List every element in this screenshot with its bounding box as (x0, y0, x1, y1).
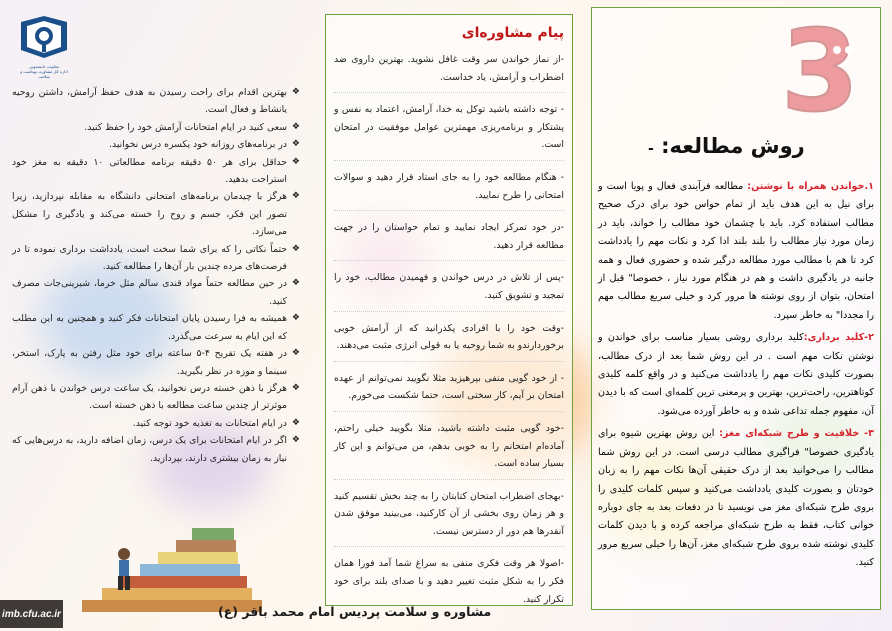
diamond-bullet-icon: ❖ (291, 435, 300, 446)
method-section-3 (598, 425, 874, 572)
logo-line-1: معاونت دانشجویی (28, 64, 60, 69)
diamond-bullet-icon: ❖ (291, 156, 300, 167)
study-method-title-text: روش مطالعه: (661, 134, 805, 158)
list-item (12, 188, 300, 240)
tip-text: هرگز با ذهن خسته درس نخوانید، یک ساعت درس خواندن با ذهن آرام موثرتر از چندین ساعت مطالعه با ذهن خسته است. (12, 382, 287, 412)
diamond-bullet-icon: ❖ (291, 139, 300, 150)
exam-tips-panel (8, 82, 304, 502)
list-item (12, 432, 300, 467)
list-item (12, 136, 300, 153)
counsel-item: -اصولا هر وقت فکری منفی به سراغ شما آمد فورا همان فکر را به شکل مثبت تغییر دهید و با صدای بلند برای خود تکرار کنید. (334, 558, 564, 605)
study-method-title-dash: - (648, 141, 654, 157)
list-item (12, 275, 300, 310)
list-item (12, 310, 300, 345)
tip-text: در حین مطالعه حتماً مواد قندی سالم مثل خرما، شیرینی‌جات مصرف کنید. (12, 278, 287, 307)
logo-line-2: اداره کل مشاوره، بهداشت و سلامت (20, 69, 68, 79)
book-stairs-illustration (72, 500, 272, 618)
counsel-item: - توجه داشته باشید توکل به خدا، آرامش، اعتماد به نفس و پشتکار و برنامه‌ریزی مهمترین عوامل موفقیت در امتحان است. (334, 101, 564, 161)
counsel-item: -وقت خود را با افرادی پکذرانید که از آرامش خوبی برخوردارندو به شما روحیه یا به قولی انرژی مثبت می‌دهند. (334, 320, 564, 362)
tip-text: هرگز با چیدمان برنامه‌های امتحانی دانشگاه به مقابله نپردازید، زیرا تصور این فکر، جسم و روح را خسته می‌کند و یادگیری را مشکل می‌سازد. (12, 191, 287, 238)
counsel-item: -در خود تمرکز ایجاد نمایید و تمام حواستان را در جهت مطالعه قرار دهید. (334, 219, 564, 261)
diamond-bullet-icon: ❖ (291, 417, 300, 428)
tip-text: در هفته یک تفریح ۴-۵ ساعته برای خود مثل رفتن به پارک، استخر، سینما و موزه در نظر بگیرید. (12, 348, 288, 377)
method-section-2-heading: ۲-کلید برداری: (803, 332, 874, 344)
method-section-1 (598, 178, 874, 325)
site-url-badge[interactable]: imb.cfu.ac.ir (0, 600, 63, 628)
method-section-3-text: این روش بهترین شیوه برای یادگیری خصوصا" فراگیری مطالب درسی است. در این روش شما مطالب را می‌خوانید بعد از درک حقیقی آن‌ها نکات مهم را به زبان خودتان و بصورت کلیدی یادداشت می‌کنید و سپس کلمات کلیدی را بروی طرح شبکه‌ای مغز می نویسید تا در دفعات بعد به جای دوباره خوانی کتاب، فقط به طرح شبکه‌ای مراجعه کرده و با دیدن کلمات کلیدی نوشته شده بروی طرح شبکه‌ای مغز، آن‌ها را خیلی سریع مرور کنید. (598, 428, 874, 569)
method-section-2-text: کلید برداری روشی بسیار مناسب برای خواندن و نوشتن نکات مهم است . در این روش شما بعد از درک مطالب، بصورت کلیدی نکات مهم را یادداشت می‌کنید و در واقع کلمه کلیدی کوتاهترین، راحت‌ترین، بهترین و پرمعنی ترین کلمه‌ای است که با دیدن آن، مفهوم جمله تداعی شده و به خاطر آورده می‌شود. (598, 332, 874, 417)
tip-text: حداقل برای هر ۵۰ دقیقه برنامه مطالعاتی ۱۰ دقیقه به مغز خود استراحت بدهید. (12, 156, 287, 186)
logo-emblem-icon (17, 14, 71, 60)
list-item (12, 119, 300, 136)
university-logo (14, 14, 74, 79)
study-method-title (648, 134, 805, 158)
tip-text: سعی کنید در ایام امتحانات آرامش خود را حفظ کنید. (84, 121, 287, 133)
study-method-body (598, 178, 874, 577)
counseling-message-title: پیام مشاوره‌ای (461, 25, 564, 41)
diamond-bullet-icon: ❖ (291, 87, 300, 97)
counsel-item: - از خود گویی منفی بپرهیزید مثلا نگویید نمی‌توانم از عهده امتحان بر آیم، کار سختی است، حتما شکست می‌خورم. (334, 370, 564, 412)
method-section-2 (598, 329, 874, 421)
diamond-bullet-icon: ❖ (291, 121, 300, 132)
method-section-1-heading: ۱.خواندن همراه با نوشتن: (747, 181, 874, 192)
method-section-3-heading: ۳- خلاقیت و طرح شبکه‌ای مغز: (719, 428, 875, 440)
tip-text: در ایام امتحانات به تغذیه خود توجه کنید. (132, 417, 287, 429)
diamond-bullet-icon: ❖ (291, 191, 300, 202)
counsel-item: -پس از تلاش در درس خواندن و فهمیدن مطالب، خود را تمجید و تشویق کنید. (334, 269, 564, 311)
counsel-item: -از نماز خواندن سر وقت غافل نشوید. بهترین داروی ضد اضطراب و آرامش، یاد خداست. (334, 51, 564, 93)
diamond-bullet-icon: ❖ (291, 313, 300, 324)
exam-tips-list (12, 84, 300, 467)
diamond-bullet-icon: ❖ (291, 382, 300, 393)
counsel-item: -بهجای اضطراب امتحان کتابتان را به چند بخش تقسیم کنید و هر زمان روی بخشی از آن کارکنید، می‌بینید موفق شدن آنقدرها هم دور از دسترس نیست. (334, 488, 564, 548)
counseling-message-panel (325, 14, 573, 606)
tip-text: در برنامه‌های روزانه خود یکسره درس نخوانید. (109, 139, 287, 151)
method-section-1-text: مطالعه فرآیندی فعال و پویا است و برای نیل به این هدف باید از تمام حواس خود برای درک صحیح مطالب استفاده کرد. باید با چشمان خود مطالب را خواند، باید در زمان مورد نیاز مطالب را بلند بلند ادا کرد و نکات مهم را یادداشت کرد تا هم با مطالب مورد مطالعه درگیر شده و حضوری فعال و همه جانبه در یادگیری داشت و هم در هنگام مورد نیاز ، خصوصا" قبل از امتحان، بتوان از روی نوشته ها مرور کرد و خیلی سریع مطالب مهم را مجددا" به خاطر سپرد. (598, 181, 874, 321)
tip-text: بهترین اقدام برای راحت رسیدن به هدف حفظ آرامش، داشتن روحیه یانشاط و فعال است. (12, 87, 287, 116)
tip-text: همیشه به فرا رسیدن پایان امتحانات فکر کنید و همچنین به این مطلب که این ایام به سرعت می‌گذرد. (12, 313, 287, 342)
diamond-bullet-icon: ❖ (291, 348, 300, 359)
list-item (12, 415, 300, 432)
list-item (12, 380, 300, 415)
footer-title: مشاوره و سلامت پردیس امام محمد باقر (ع) (218, 604, 492, 619)
list-item (12, 241, 300, 276)
list-item (12, 154, 300, 189)
list-item (12, 345, 300, 380)
counsel-item: - هنگام مطالعه خود را به جای استاد قرار دهید و سوالات امتحانی را طرح نمایید. (334, 169, 564, 211)
list-item (12, 84, 300, 119)
tip-text: اگر در ایام امتحانات برای یک درس، زمان اضافه دارید، به درس‌هایی که نیاز به زمان بیشتری دارند، بپردازید. (12, 435, 287, 464)
counsel-item: -خود گویی مثبت داشته باشید، مثلا بگویید خیلی راحتم، آماده‌ام امتحانم را به خوبی بدهم، من می‌توانم و این کار بسیار ساده است. (334, 420, 564, 480)
diamond-bullet-icon: ❖ (291, 243, 300, 254)
diamond-bullet-icon: ❖ (291, 278, 300, 289)
tip-text: حتماً نکاتی را که برای شما سخت است، یادداشت برداری نموده تا در فرصت‌های مرده چندین بار آن‌ها را مطالعه کنید. (12, 243, 287, 273)
